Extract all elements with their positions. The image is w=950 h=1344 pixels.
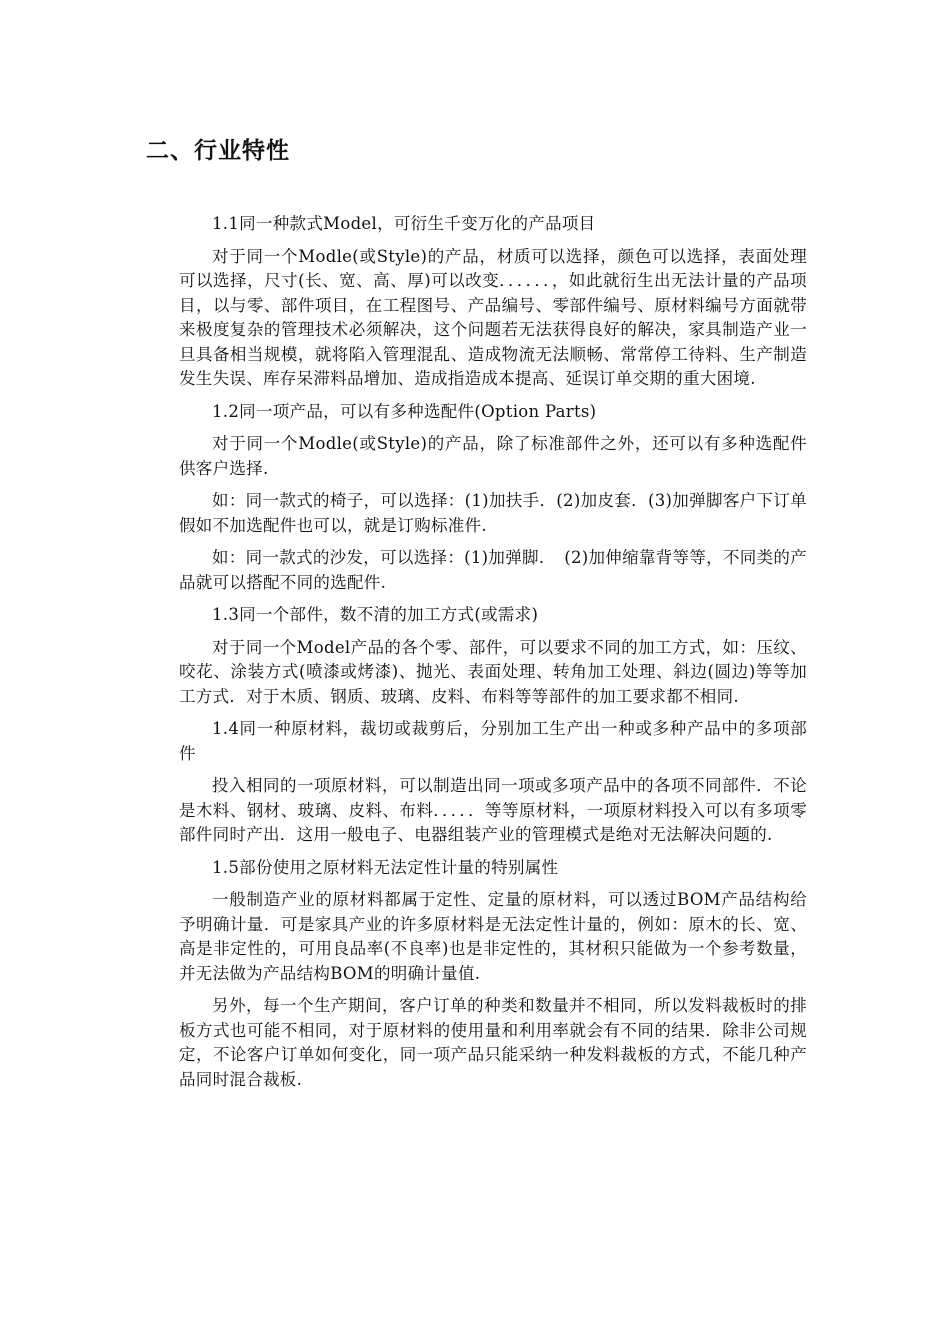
subsection-title-1-2: 1.2同一项产品，可以有多种选配件(Option Parts) (212, 401, 597, 421)
paragraph: 对于同一个Modle(或Style)的产品，材质可以选择，颜色可以选择，表面处理可以选择，尺寸(长、宽、高、厚)可以改变．．．．．．，如此就衍生出无法计量的产品项目，以与零、部件项目，在工程图号、产品编号、零部件编号、原材料编号方面就带来极度复杂的管理技术必须解决，这个问题若无法获得良好的解决，家具制造产业一旦具备相当规模，就将陷入管理混乱、造成物流无法顺畅、常常停工待料、生产制造发生失误、库存呆滞料品增加、造成指造成本提高、延误订单交期的重大困境. (179, 246, 807, 388)
paragraph: 如：同一款式的椅子，可以选择：(1)加扶手．(2)加皮套．(3)加弹脚客户下订单假如不加选配件也可以，就是订购标准件. (179, 491, 807, 535)
body-text (179, 212, 807, 1100)
subsection-title-1-4: 1.4同一种原材料，裁切或裁剪后，分别加工生产出一种或多种产品中的多项部件 (179, 719, 807, 763)
paragraph: 投入相同的一项原材料，可以制造出同一项或多项产品中的各项不同部件．不论是木料、钢材、玻璃、皮料、布料．．．．．等等原材料，一项原材料投入可以有多项零部件同时产出．这用一般电子、电器组装产业的管理模式是绝对无法解决问题的. (179, 776, 807, 844)
paragraph: 对于同一个Modle(或Style)的产品，除了标准部件之外，还可以有多种选配件供客户选择. (179, 434, 807, 478)
subsection-title-1-3: 1.3同一个部件，数不清的加工方式(或需求) (212, 605, 539, 624)
paragraph: 一般制造产业的原材料都属于定性、定量的原材料，可以透过BOM产品结构给予明确计量．可是家具产业的许多原材料是无法定性计量的，例如：原木的长、宽、高是非定性的，可用良品率(不良率)也是非定性的，其材积只能做为一个参考数量，并无法做为产品结构BOM的明确计量值. (179, 890, 807, 983)
paragraph: 另外，每一个生产期间，客户订单的种类和数量并不相同，所以发料裁板时的排板方式也可能不相同，对于原材料的使用量和利用率就会有不同的结果．除非公司规定，不论客户订单如何变化，同一项产品只能采纳一种发料裁板的方式，不能几种产品同时混合裁板. (179, 996, 807, 1089)
subsection-title-1-5: 1.5部份使用之原材料无法定性计量的特别属性 (212, 857, 559, 877)
paragraph: 如：同一款式的沙发，可以选择：(1)加弹脚． (2)加伸缩靠背等等，不同类的产品就可以搭配不同的选配件. (179, 548, 807, 592)
paragraph: 对于同一个Model产品的各个零、部件，可以要求不同的加工方式，如：压纹、咬花、涂装方式(喷漆或烤漆)、抛光、表面处理、转角加工处理、斜边(圆边)等等加工方式．对于木质、钢质、玻璃、皮料、布料等等部件的加工要求都不相同. (179, 637, 807, 706)
section-title: 二、行业特性 (146, 138, 290, 164)
subsection-title-1-1: 1.1同一种款式Model，可衍生千变万化的产品项目 (212, 214, 596, 233)
